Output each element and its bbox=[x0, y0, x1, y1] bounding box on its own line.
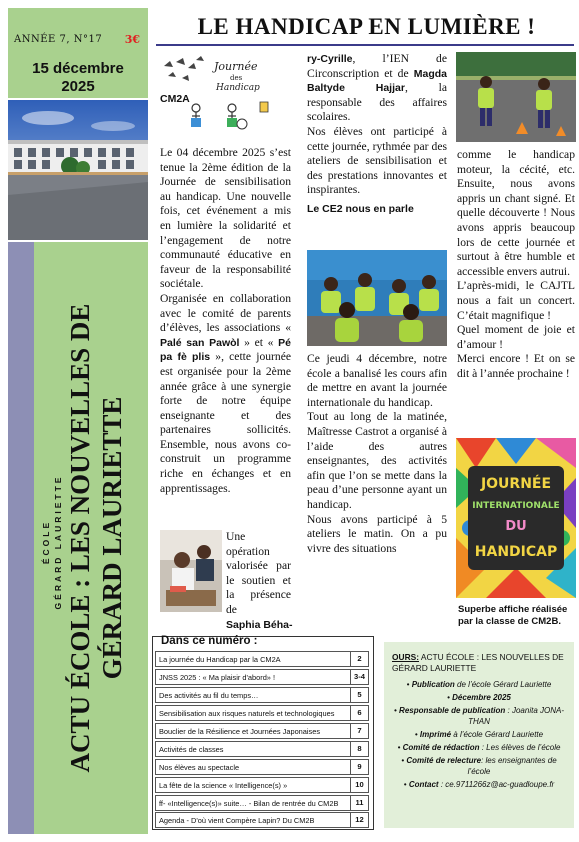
assoc-pe-pa-fe-plis: Pé pa fè plis bbox=[160, 336, 291, 364]
toc-row-page: 6 bbox=[350, 706, 368, 720]
toc-row-page: 8 bbox=[350, 742, 368, 756]
toc-row-title: Agenda - D'où vient Compère Lapin? Du CM2B bbox=[159, 816, 315, 825]
ours-line: • Responsable de publication : Joanita JONA-THAN bbox=[394, 706, 564, 726]
toc-row-page: 10 bbox=[350, 778, 368, 792]
ours-key: Contact bbox=[408, 780, 439, 789]
article-column-1 bbox=[160, 146, 291, 496]
toc-row-title: Activités de classes bbox=[159, 745, 224, 754]
logo-text-3: Handicap bbox=[216, 83, 260, 93]
ours-value: de l’école Gérard Lauriette bbox=[454, 680, 552, 689]
ours-key: Publication bbox=[411, 680, 455, 689]
toc-row[interactable] bbox=[155, 759, 369, 775]
article-column-3 bbox=[457, 148, 575, 382]
toc-row-title: JNSS 2025 : « Ma plaisir d'abord» ! bbox=[159, 673, 276, 682]
col1-paragraph-1: Le 04 décembre 2025 s’est tenue la 2ème édition de la Journée de sensibilisation au handicap. Une nouvelle fois, cet événement a mis en lumière la solidarité et l’engagement de notre communauté éducative en faveur de la responsabilité sociétale. bbox=[160, 146, 291, 291]
school-photo bbox=[8, 100, 148, 240]
poster-caption: Superbe affiche réalisée par la classe de CM2B. bbox=[458, 604, 568, 627]
ours-key: Imprimé bbox=[419, 730, 452, 739]
ours-line: • Publication de l’école Gérard Lauriette bbox=[406, 680, 552, 689]
toc-row[interactable] bbox=[155, 669, 369, 685]
col1-continuation: Une opération valorisée par le soutien et la présence de bbox=[226, 530, 291, 616]
toc-row[interactable] bbox=[155, 651, 369, 667]
col2-p1-b: , la responsable des affaires scolaires. bbox=[307, 81, 447, 124]
spine-title bbox=[64, 248, 128, 828]
toc-row-page: 5 bbox=[350, 688, 368, 702]
article-column-1b bbox=[226, 530, 291, 618]
poster-line-4: HANDICAP bbox=[474, 544, 558, 560]
ce2-subheading: Le CE2 nous en parle bbox=[307, 202, 414, 215]
table-of-contents bbox=[152, 636, 374, 830]
ours-key: Décembre 2025 bbox=[452, 693, 511, 702]
spine-school-line-1: ÉCOLE bbox=[41, 519, 51, 565]
toc-row-title: ff- «Intelligence(s)» suite… - Bilan de rentrée du CM2B bbox=[159, 799, 339, 808]
ours-line[interactable]: • Contact : ce.9711266z@ac-guadloupe.fr bbox=[403, 780, 555, 789]
col3-paragraph-2: L’après-midi, le CAJTL nous a fait un concert. C’était magnifique ! bbox=[457, 279, 575, 322]
ours-lead-text: ACTU ÉCOLE : LES NOUVELLES DE GÉRARD LAURIETTE bbox=[392, 652, 564, 673]
col1-p2-c: », cette journée est organisée pour la 2ème année grâce à une synergie forte de notre équipe enseignante et des partenaires sollicités. Ensemble, nous avons co-construit un programme riche en échanges et en apprentissages. bbox=[160, 350, 291, 495]
toc-row-page: 12 bbox=[350, 813, 368, 827]
spine-band bbox=[8, 242, 34, 834]
spine-title-line-1: ACTU ÉCOLE : LES NOUVELLES DE bbox=[65, 303, 95, 773]
ce2-activity-photo bbox=[307, 250, 447, 346]
toc-row-page: 9 bbox=[350, 760, 368, 774]
issue-box bbox=[8, 8, 148, 98]
col1-p2-b: » et « bbox=[239, 335, 279, 349]
issue-number: ANNÉE 7, N°17 bbox=[14, 34, 103, 45]
contact-email-link[interactable]: : ce.9711266z@ac-guadloupe.fr bbox=[438, 780, 555, 789]
toc-row-title: Nos élèves au spectacle bbox=[159, 763, 240, 772]
article-column-2 bbox=[307, 52, 447, 217]
col2-paragraph-4: Tout au long de la matinée, Maîtresse Castrot a organisé à l’aide des autres enseignantes, des activités afin que l’on se mette dans la peau d’une personne ayant un handicap. bbox=[307, 410, 447, 511]
col2-paragraph-1 bbox=[307, 52, 447, 125]
spine bbox=[8, 242, 148, 834]
col3-paragraph-4: Merci encore ! Et on se dit à l’année prochaine ! bbox=[457, 352, 575, 380]
assoc-pale-san-pawol: Palé san Pawòl bbox=[160, 336, 240, 349]
col1-paragraph-2 bbox=[160, 292, 291, 496]
toc-row-title: La fête de la science « Intelligence(s) » bbox=[159, 781, 288, 790]
toc-row-page: 2 bbox=[350, 652, 368, 666]
col1-p2-a: Organisée en collaboration avec le comité de parents d’élèves, les associations « bbox=[160, 291, 291, 335]
col1-name-line bbox=[226, 618, 296, 633]
col3-paragraph-1: comme le handicap moteur, la cécité, etc. Ensuite, nous avons appris un chant signé. Et quelle découverte ! Nous avons appris beaucoup lors de cette journée et surtout à être humble et accessible envers autrui. bbox=[457, 148, 575, 278]
spine-title-line-2: GÉRARD LAURIETTE bbox=[97, 396, 127, 680]
logo-text-1: Journée bbox=[214, 60, 258, 73]
toc-row[interactable] bbox=[155, 741, 369, 757]
ours-value: : Joanita JONA-THAN bbox=[468, 706, 564, 726]
cm2a-label: CM2A bbox=[160, 93, 190, 105]
spine-school-name bbox=[40, 442, 64, 642]
price: 3€ bbox=[124, 33, 140, 46]
toc-row-page: 3-4 bbox=[350, 670, 368, 684]
ours-value: à l’école Gérard Lauriette bbox=[451, 730, 544, 739]
ours-line: • Imprimé à l’école Gérard Lauriette bbox=[414, 730, 544, 739]
ours-box bbox=[384, 642, 574, 828]
toc-row[interactable] bbox=[155, 687, 369, 703]
toc-row[interactable] bbox=[155, 723, 369, 739]
logo-text-2: des bbox=[230, 74, 243, 82]
toc-row-title: Des activités au fil du temps… bbox=[159, 691, 259, 700]
page-title: LE HANDICAP EN LUMIÈRE ! bbox=[197, 14, 536, 39]
outdoor-activity-photo bbox=[456, 52, 576, 142]
col2-paragraph-3: Ce jeudi 4 décembre, notre école a banalisé les cours afin de mettre en avant la journée internationale du handicap. bbox=[307, 352, 447, 409]
toc-row-page: 11 bbox=[350, 796, 368, 810]
toc-row[interactable] bbox=[155, 777, 369, 793]
article-column-2b bbox=[307, 352, 447, 556]
poster-line-1: JOURNÉE bbox=[480, 476, 552, 492]
toc-row[interactable] bbox=[155, 795, 369, 811]
name-saphia: Saphia Béha- bbox=[226, 619, 293, 631]
ours-key: Comité de relecture bbox=[406, 756, 482, 765]
ours-label: OURS: bbox=[392, 652, 419, 662]
poster-line-2: INTERNATIONALE bbox=[472, 501, 560, 511]
toc-heading: Dans ce numéro : bbox=[161, 635, 258, 647]
ours-value: : Les élèves de l’école bbox=[479, 743, 561, 752]
toc-row[interactable] bbox=[155, 705, 369, 721]
sidebar bbox=[8, 8, 148, 834]
issue-date bbox=[8, 60, 148, 96]
col2-p1-a: , l’IEN de Circonscription et de bbox=[307, 52, 447, 80]
poster-image bbox=[456, 438, 576, 598]
toc-row-title: Sensibilisation aux risques naturels et technologiques bbox=[159, 709, 335, 718]
poster-line-3: DU bbox=[505, 519, 527, 534]
name-magda: Magda Baltyde Hajjar bbox=[307, 67, 447, 95]
ours-lead bbox=[392, 652, 566, 674]
toc-row[interactable] bbox=[155, 812, 369, 828]
col2-paragraph-5: Nous avons participé à 5 ateliers le matin. On a pu vivre des situations bbox=[307, 512, 447, 555]
name-ry-cyrille: ry-Cyrille bbox=[307, 53, 353, 65]
col3-paragraph-3: Quel moment de joie et d’amour ! bbox=[457, 323, 575, 351]
activity-photo-small bbox=[160, 530, 222, 612]
toc-row-title: Bouclier de la Résilience et Journées Japonaises bbox=[159, 727, 321, 736]
ours-line: • Comité de rédaction : Les élèves de l’école bbox=[397, 743, 561, 752]
title-rule bbox=[156, 44, 574, 46]
date-line-2: 2025 bbox=[61, 78, 95, 95]
toc-row-page: 7 bbox=[350, 724, 368, 738]
date-line-1: 15 décembre bbox=[32, 60, 124, 77]
toc-row-title: La journée du Handicap par la CM2A bbox=[159, 655, 281, 664]
ours-line: • Comité de relecture: les enseignantes de l’école bbox=[401, 756, 557, 776]
ours-line: • Décembre 2025 bbox=[447, 693, 511, 702]
ours-key: Comité de rédaction bbox=[402, 743, 480, 752]
ours-value: : les enseignantes de l’école bbox=[467, 756, 557, 776]
ours-key: Responsable de publication bbox=[399, 706, 506, 715]
spine-school-line-2: GÉRARD LAURIETTE bbox=[53, 474, 63, 610]
col2-paragraph-2: Nos élèves ont participé à cette journée, rythmée par des ateliers de sensibilisation et des prestations innovantes et inspirantes. bbox=[307, 124, 447, 197]
